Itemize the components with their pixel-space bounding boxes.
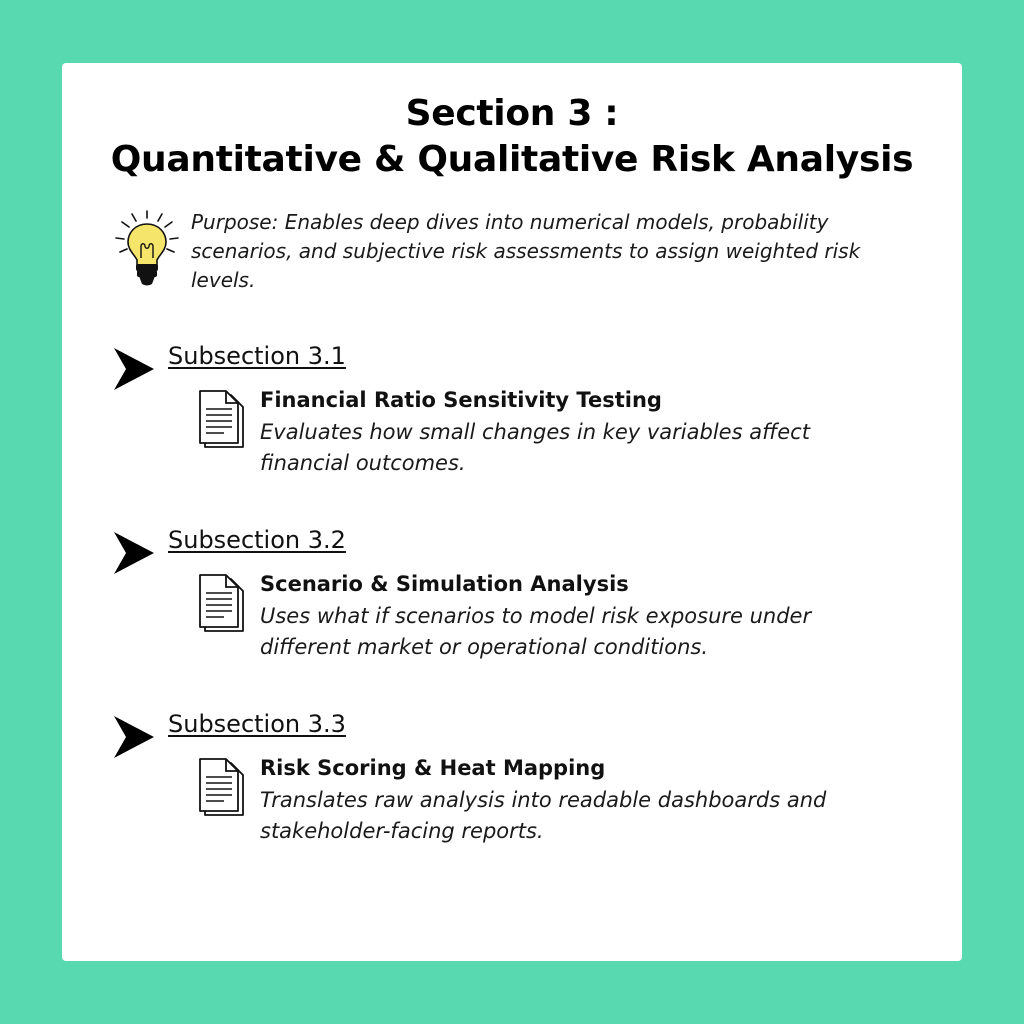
subsection-3-1 [112, 342, 912, 496]
purpose-text: Purpose: Enables deep dives into numerical models, probability scenarios, and subjective risk assessments to assign weighted risk levels. [191, 210, 861, 292]
document-icon [198, 389, 246, 449]
item-title: Scenario & Simulation Analysis [260, 572, 629, 596]
subsection-3-3 [112, 710, 912, 864]
subsection-heading[interactable]: Subsection 3.3 [168, 710, 346, 738]
document-icon [198, 573, 246, 633]
item-description: Evaluates how small changes in key variables affect financial outcomes. [260, 420, 810, 475]
document-icon [198, 757, 246, 817]
title-line-2: Quantitative & Qualitative Risk Analysis [110, 139, 914, 180]
item-description: Translates raw analysis into readable dashboards and stakeholder-facing reports. [260, 788, 827, 843]
item-description: Uses what if scenarios to model risk exposure under different market or operational conditions. [260, 604, 812, 659]
subsection-heading[interactable]: Subsection 3.2 [168, 526, 346, 554]
item-title: Financial Ratio Sensitivity Testing [260, 388, 662, 412]
arrow-right-icon [112, 714, 156, 760]
content-card [62, 63, 962, 961]
arrow-right-icon [112, 530, 156, 576]
lightbulb-icon [112, 208, 182, 288]
title-line-1: Section 3 : [405, 93, 619, 134]
subsection-3-2 [112, 526, 912, 680]
page-title [62, 91, 962, 183]
item-title: Risk Scoring & Heat Mapping [260, 756, 606, 780]
subsection-heading[interactable]: Subsection 3.1 [168, 342, 346, 370]
arrow-right-icon [112, 346, 156, 392]
